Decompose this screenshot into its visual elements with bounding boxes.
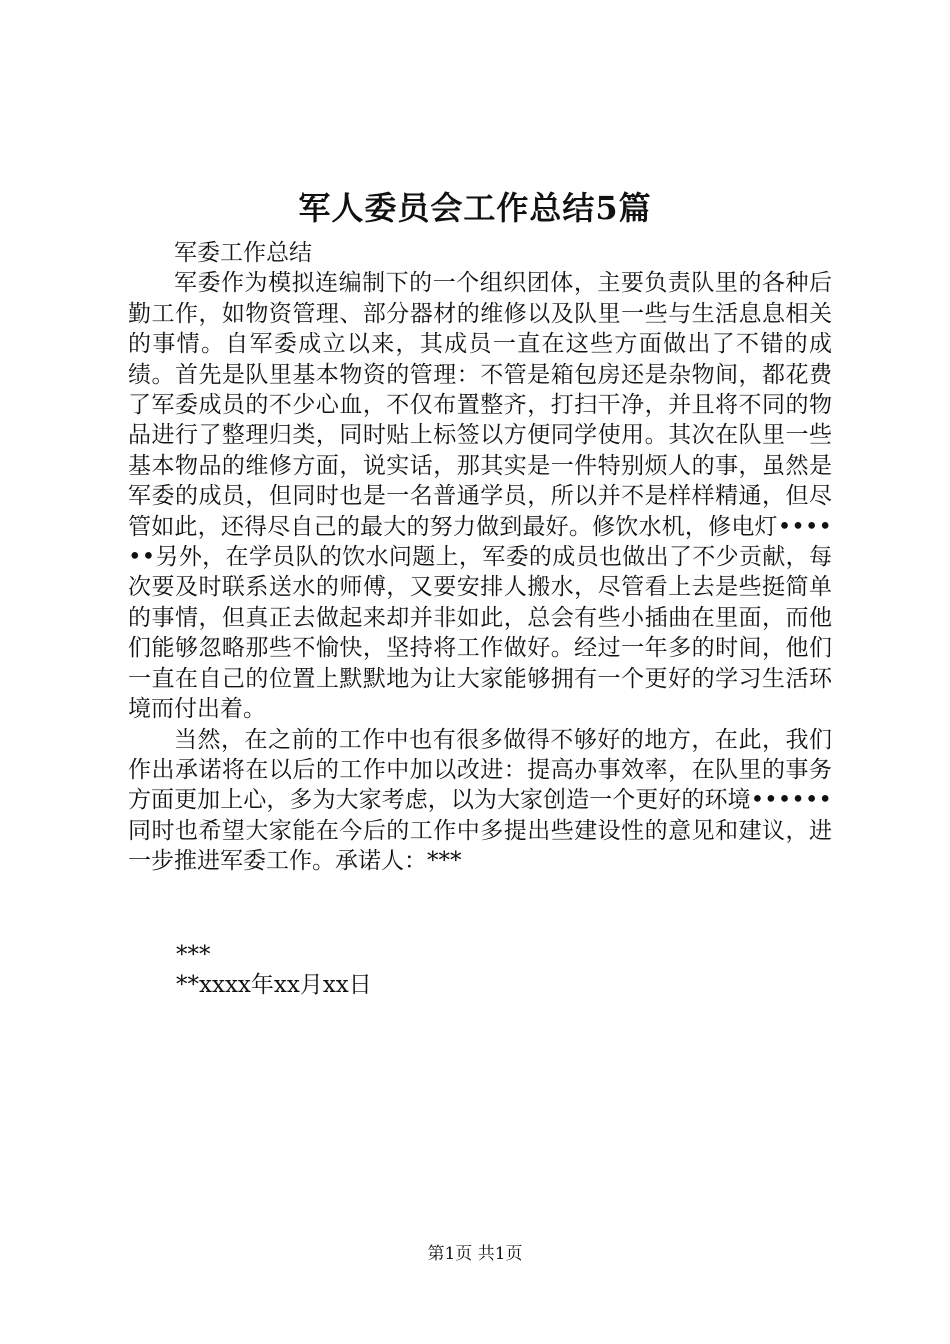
section-heading: 军委工作总结 (174, 240, 312, 266)
paragraph-2: 当然，在之前的工作中也有很多做得不够好的地方，在此，我们作出承诺将在以后的工作中加以改进：提高办事效率，在队里的事务方面更加上心，多为大家考虑，以为大家创造一个更好的环境••••••同时也希望大家能在今后的工作中多提出些建设性的意见和建议，进一步推进军委工作。承诺人：*** (128, 726, 832, 875)
page-footer: 第1页 共1页 (427, 1244, 523, 1264)
signature-name: *** (176, 942, 211, 968)
paragraph-1: 军委作为模拟连编制下的一个组织团体，主要负责队里的各种后勤工作，如物资管理、部分器材的维修以及队里一些与生活息息相关的事情。自军委成立以来，其成员一直在这些方面做出了不错的成绩。首先是队里基本物资的管理：不管是箱包房还是杂物间，都花费了军委成员的不少心血，不仅布置整齐，打扫干净，并且将不同的物品进行了整理归类，同时贴上标签以方便同学使用。其次在队里一些基本物品的维修方面，说实话，那其实是一件特别烦人的事，虽然是军委的成员，但同时也是一名普通学员，所以并不是样样精通，但尽管如此，还得尽自己的最大的努力做到最好。修饮水机，修电灯••••••另外，在学员队的饮水问题上，军委的成员也做出了不少贡献，每次要及时联系送水的师傅，又要安排人搬水，尽管看上去是些挺简单的事情，但真正去做起来却并非如此，总会有些小插曲在里面，而他们能够忽略那些不愉快，坚持将工作做好。经过一年多的时间，他们一直在自己的位置上默默地为让大家能够拥有一个更好的学习生活环境而付出着。 (128, 270, 832, 723)
document-body (128, 238, 832, 877)
signature-date: **xxxx年xx月xx日 (176, 972, 372, 999)
document-title: 军人委员会工作总结5篇 (298, 189, 652, 227)
signature-block (176, 940, 372, 1001)
